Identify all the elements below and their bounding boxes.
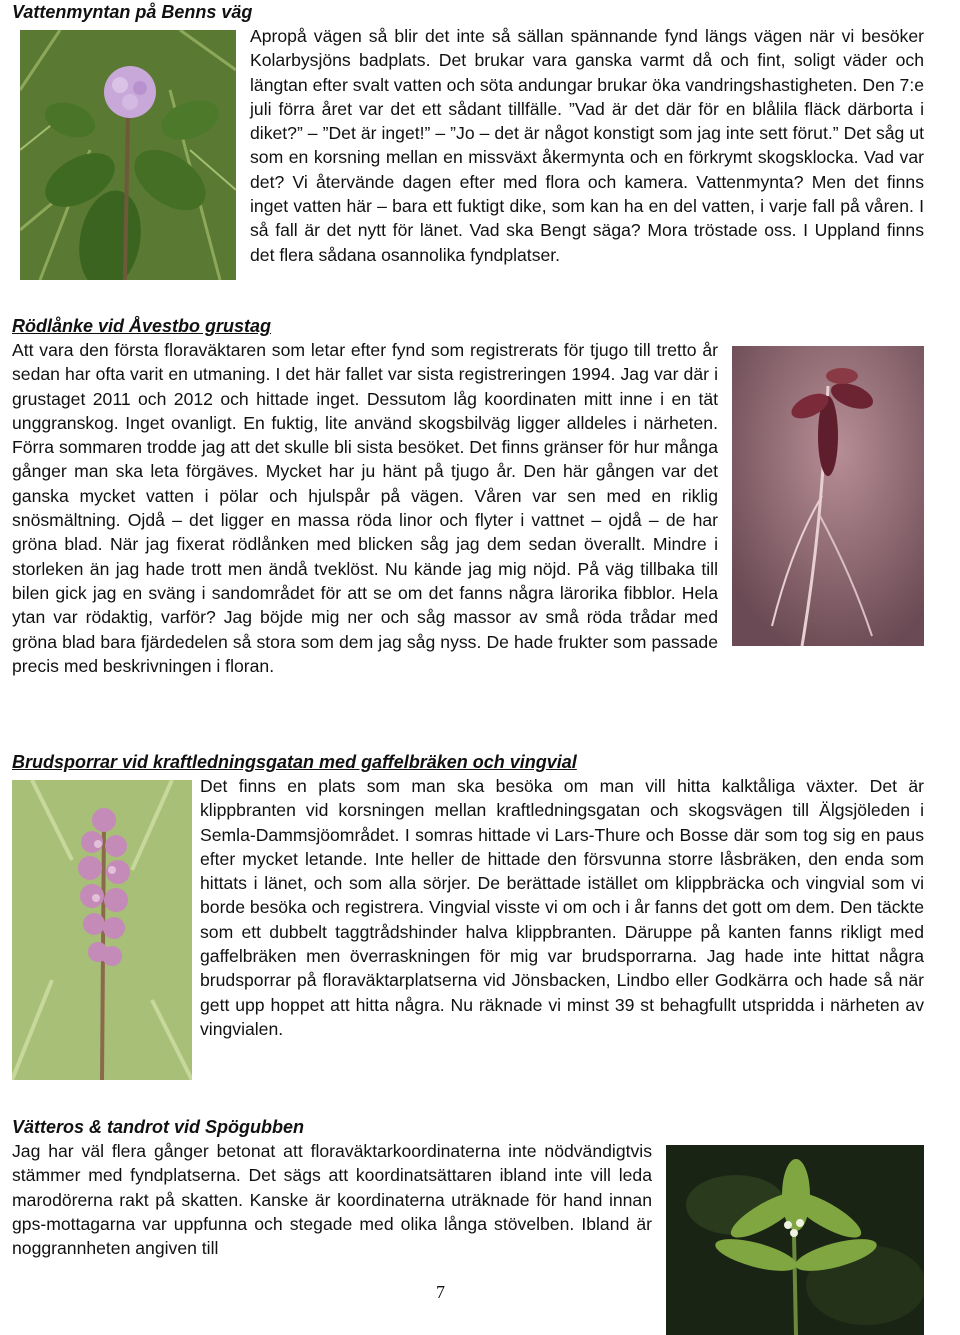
section-heading: Vattenmyntan på Benns väg (12, 2, 253, 22)
photo-brudsporrar (12, 780, 192, 1080)
section-text: Att vara den första floraväktaren som letar efter fynd som registrerats för tjugo till tretto år sedan har ofta varit en utmaning. I det här fallet var sista registreringen 1994. Jag var där i grustaget 2011 och 2012 och hittade inget. Dessutom låg koordinaten mitt inne i en tät unggranskog. Inget ovanligt. En fuktig, lite använd skogsbilväg ligger alldeles i närheten. Förra sommaren trodde jag att det skulle bli sista besöket. Det finns gränser för hur många gånger man ska leta förgäves. Mycket har ju hänt på tjugo år. Den här gången var det ganska mycket vatten i pölar och hjulspår på vägen. Våren var sen med en riklig snösmältning. Ojdå – det ligger en massa röda linor och flyter i vattnet – ojdå – de har gröna blad. När jag fixerat rödlånken med blicken såg jag dem sedan överallt. Mindre i storleken än jag hade trott men ändå tveklöst. Nu kände jag mig nöjd. På väg tillbaka till bilen gick jag en sväng i sandområdet för att se om det fanns några lärorika fibblor. Hela ytan var rödaktig, varför? Jag böjde mig ner och såg massor av små röda trådar med gröna blad bara fjärdedelen så stora som dem jag såg nyss. De hade frukter som passade precis med beskrivningen i floran. (12, 340, 718, 676)
section-text: Apropå vägen så blir det inte så sällan spännande fynd längs vägen när vi besöker Kolarbysjöns badplats. Det brukar vara ganska varmt då och fint, soligt väder och längtan efter svalt vatten och söta andungar brukar öka vandringshastigheten. Den 7:e juli förra året var det ett sådant tillfälle. ”Vad är det där för en blålila fläck därborta i diket?” – ”Det är inget!” – ”Jo – det är något konstigt som jag inte sett förut.” Det såg ut som en korsning mellan en missväxt åkermynta och en förkrymt skogsklocka. Vad var det? Vi återvände dagen efter med flora och kamera. Vattenmynta? Men det finns inget vatten här – bara ett fuktigt dike, som kan ha en del vatten, i varje fall på våren. I så fall är det nytt för länet. Vad ska Bengt säga? Mora tröstade oss. I Uppland finns det flera sådana osannolika fyndplatser. (250, 26, 924, 265)
section-text: Jag har väl flera gånger betonat att floraväktarkoordinaterna inte nödvändigtvis stämmer med fyndplatserna. Det sägs att koordinatsättaren ibland inte vill leda marodörerna rakt på skatten. Kanske är koordinaterna uträknade för hand innan gps-mottagarna var uppfunna och stegade med olika långa stövelben. Ibland är noggrannheten angiven till (12, 1141, 652, 1259)
section-heading: Brudsporrar vid kraftledningsgatan med gaffelbräken och vingvial (12, 752, 577, 772)
photo-vatteros (666, 1145, 924, 1335)
photo-vattenmynta (20, 30, 236, 280)
section-heading: Rödlånke vid Åvestbo grustag (12, 316, 272, 336)
page-number: 7 (436, 1282, 445, 1302)
section-text: Det finns en plats som man ska besöka om man vill hitta kalktåliga växter. Det är klippbranten vid korsningen mellan kraftledningsgatan och skogsvägen till Älgsjöleden i Semla-Dammsjöområdet. I somras hittade vi Lars-Thure och Bosse där som tog sig en paus efter mycket letande. Inte heller de hittade den försvunna storre låsbräken, den enda som hittats i länet, och som alla sörjer. De berättade istället om klippbräcka och vingvial som vi borde besöka och registrera. Vingvial visste vi om och i år fanns det gott om dem. Den täckte som ett dubbelt taggtrådshinder halva klippbranten. Däruppe på kanten fanns rikligt med gaffelbräken men överraskningen för mig var brudsporrarna. Jag hade inte hittat några brudsporrar på floraväktarplatserna vid Jönsbacken, Lindbo eller Godkärra och hade så när gett upp hoppet att hitta några. Nu räknade vi minst 39 st behagfullt utspridda i närheten av vingvialen. (200, 776, 924, 1039)
section-rodlanke (12, 314, 924, 678)
section-brudsporrar (12, 750, 924, 1084)
section-vatteros (12, 1115, 924, 1335)
section-vattenmynta (12, 0, 924, 282)
photo-rodlanke (732, 346, 924, 646)
section-heading: Vätteros & tandrot vid Spögubben (12, 1117, 305, 1137)
